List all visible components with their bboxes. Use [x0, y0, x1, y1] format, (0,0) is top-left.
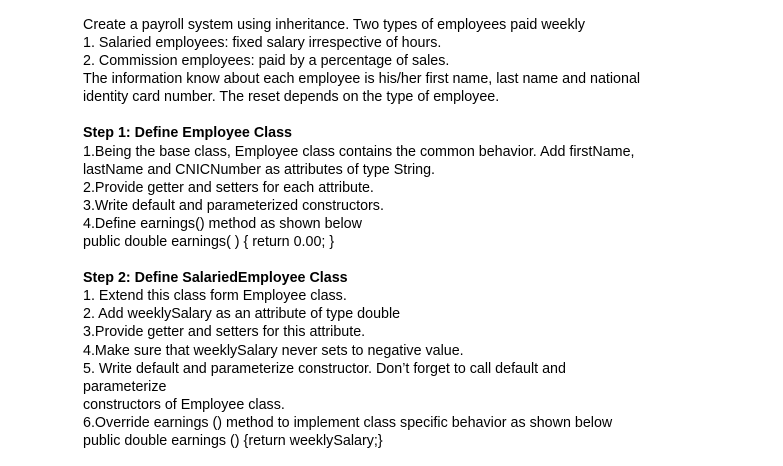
step2-line: 1. Extend this class form Employee class. — [83, 288, 347, 305]
step2-line: 4.Make sure that weeklySalary never sets to negative value. — [83, 342, 464, 359]
step1-section — [83, 124, 773, 251]
step2-line: parameterize — [83, 378, 167, 395]
intro-line: Create a payroll system using inheritance. Two types of employees paid weekly — [83, 17, 585, 33]
step2-section — [83, 269, 773, 450]
step1-heading: Step 1: Define Employee Class — [83, 125, 292, 142]
step2-line: 5. Write default and parameterize constructor. Don’t forget to call default and — [83, 360, 566, 377]
step2-code-line: public double earnings () {return weeklySalary;} — [83, 432, 383, 449]
intro-section — [83, 16, 773, 106]
step1-line: 1.Being the base class, Employee class contains the common behavior. Add firstName, — [83, 143, 635, 160]
step1-code-line: public double earnings( ) { return 0.00; } — [83, 234, 335, 251]
step2-line: 6.Override earnings () method to implement class specific behavior as shown below — [83, 414, 613, 431]
intro-line: The information know about each employee is his/her first name, last name and national — [83, 71, 641, 88]
spacer — [83, 251, 773, 269]
spacer — [83, 106, 773, 124]
step2-heading: Step 2: Define SalariedEmployee Class — [83, 270, 348, 287]
step1-line: 2.Provide getter and setters for each attribute. — [83, 179, 374, 196]
step2-line: constructors of Employee class. — [83, 396, 285, 413]
step2-line: 3.Provide getter and setters for this attribute. — [83, 324, 366, 341]
intro-line: 2. Commission employees: paid by a percentage of sales. — [83, 53, 450, 70]
step1-line: lastName and CNICNumber as attributes of type String. — [83, 161, 436, 178]
document-body — [83, 16, 773, 450]
step2-line: 2. Add weeklySalary as an attribute of type double — [83, 306, 401, 323]
intro-line: 1. Salaried employees: fixed salary irrespective of hours. — [83, 35, 442, 52]
step1-line: 4.Define earnings() method as shown below — [83, 215, 362, 232]
intro-line: identity card number. The reset depends on the type of employee. — [83, 89, 500, 106]
step1-line: 3.Write default and parameterized constructors. — [83, 197, 384, 214]
